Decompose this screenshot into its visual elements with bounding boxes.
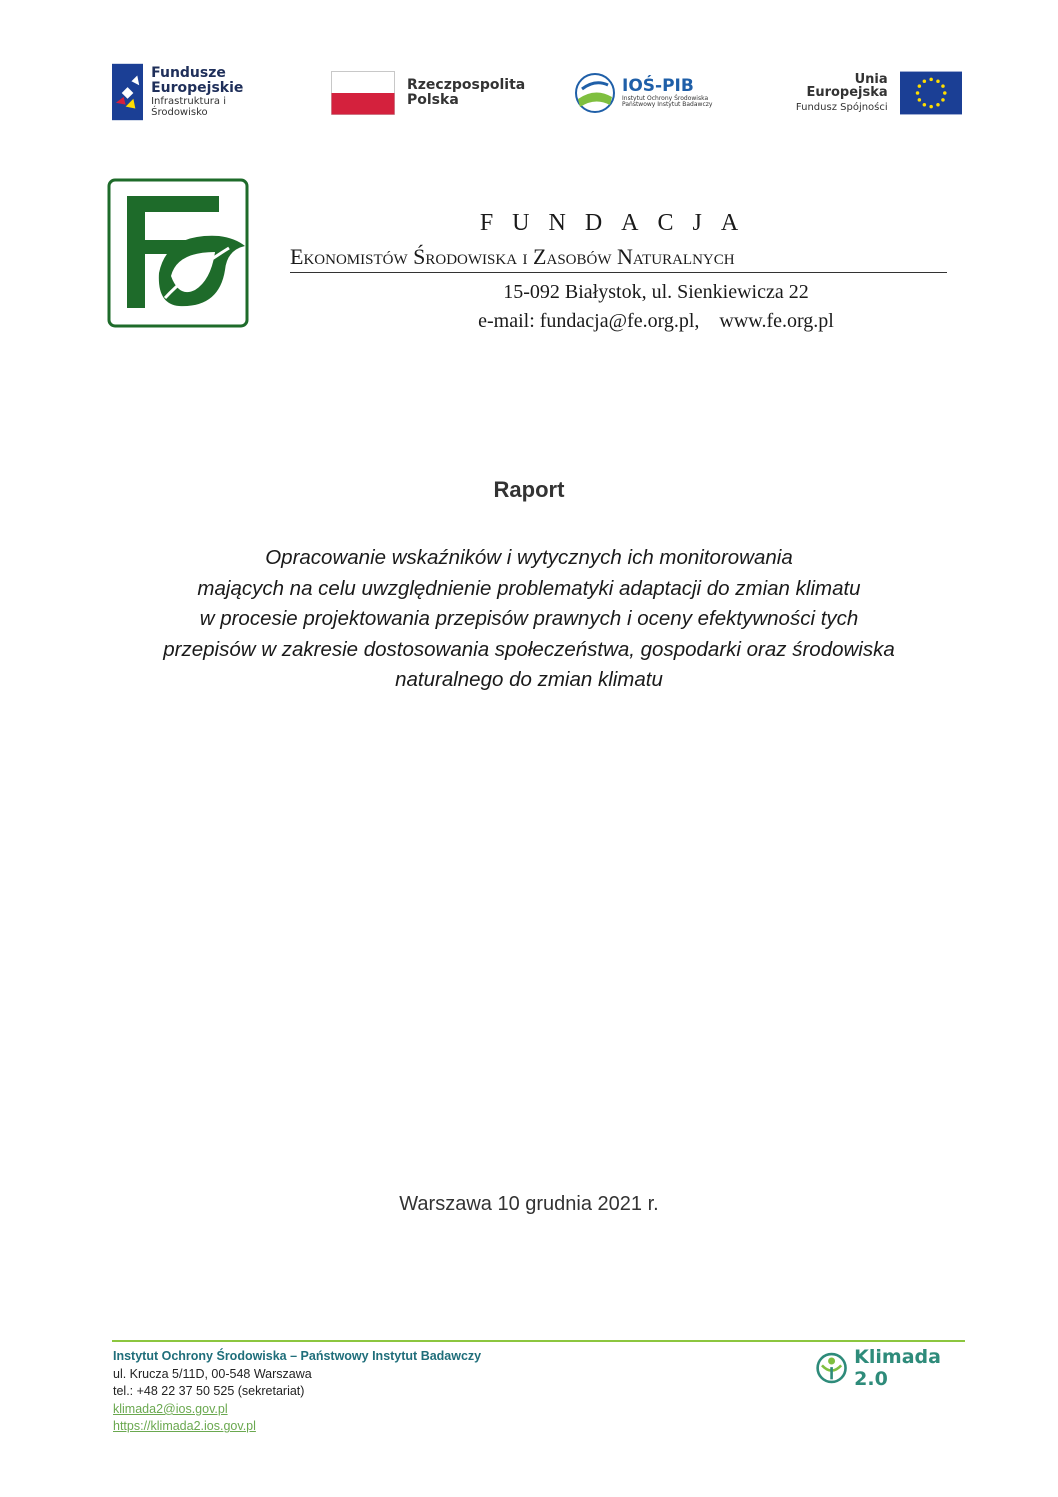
eu-star-icon: [929, 105, 933, 109]
eu-star-icon: [941, 98, 945, 102]
eu-star-icon: [941, 84, 945, 88]
subtitle-cap-4: Z: [533, 244, 547, 269]
footer-contact: [113, 1348, 673, 1436]
ios-line1: Instytut Ochrony Środowiska: [622, 94, 709, 102]
fundusze-europejskie-flag-icon: [112, 63, 143, 121]
report-title-line: w procesie projektowania przepisów prawnych i oceny efektywności tych: [199, 607, 859, 630]
pl-line2: Polska: [407, 92, 459, 108]
ios-pib-logo: [574, 70, 724, 116]
klimada-name: Klimada 2.0: [854, 1346, 941, 1390]
report-title-line: Opracowanie wskaźników i wytycznych ich monitorowania: [265, 546, 793, 569]
eu-star-icon: [922, 79, 926, 83]
eu-star-icon: [936, 79, 940, 83]
klimada-person-icon: [815, 1349, 848, 1387]
ue-line2: Fundusz Spójności: [795, 101, 888, 113]
footer-divider: [112, 1340, 965, 1342]
subtitle-word-3: i: [522, 244, 528, 269]
eu-flag-icon: [900, 71, 962, 115]
subtitle-cap-2: Ś: [413, 244, 426, 269]
footer-phone: tel.: +48 22 37 50 525 (sekretariat): [113, 1384, 305, 1399]
ios-globe-icon: [574, 71, 616, 115]
eu-star-icon: [936, 103, 940, 107]
klimada-logo: [815, 1348, 965, 1388]
foundation-subtitle: [290, 244, 947, 273]
fe-line1: Fundusze: [151, 64, 226, 81]
eu-star-icon: [917, 98, 921, 102]
eu-star-icon: [915, 91, 919, 95]
footer-website-link[interactable]: https://klimada2.ios.gov.pl: [113, 1419, 256, 1434]
footer-institute: Instytut Ochrony Środowiska – Państwowy Instytut Badawczy: [113, 1349, 482, 1363]
eu-star-icon: [929, 78, 933, 82]
eu-star-icon: [943, 91, 947, 95]
ue-line1: Unia Europejska: [806, 71, 888, 101]
pl-line1: Rzeczpospolita: [407, 77, 526, 94]
eu-star-icon: [917, 84, 921, 88]
report-title-line: mających na celu uwzględnienie problematyki adaptacji do zmian klimatu: [197, 576, 861, 600]
eu-star-icon: [922, 103, 926, 107]
fe-foundation-logo: [107, 178, 249, 328]
report-title-line: przepisów w zakresie dostosowania społeczeństwa, gospodarki oraz środowiska: [163, 637, 895, 661]
rzeczpospolita-polska-logo: [331, 70, 531, 116]
subtitle-cap-1: E: [290, 244, 304, 269]
subtitle-word-4: asobów: [546, 244, 612, 269]
subtitle-word-2: rodowiska: [425, 244, 518, 269]
fe-line3: Infrastruktura i Środowisko: [151, 96, 226, 118]
footer-address: ul. Krucza 5/11D, 00-548 Warszawa: [113, 1366, 312, 1381]
report-label: Raport: [493, 477, 565, 502]
fe-line2: Europejskie: [151, 79, 244, 96]
fundusze-europejskie-logo: [112, 62, 282, 122]
ios-line2: Państwowy Instytut Badawczy: [622, 100, 713, 108]
ios-name: IOŚ-PIB: [622, 75, 694, 96]
foundation-address: 15-092 Białystok, ul. Sienkiewicza 22: [503, 281, 809, 303]
foundation-title: FUNDACJA: [479, 210, 758, 236]
unia-europejska-logo: [772, 70, 962, 116]
report-date: Warszawa 10 grudnia 2021 r.: [399, 1193, 659, 1215]
foundation-contact: e-mail: fundacja@fe.org.pl, www.fe.org.pl: [478, 310, 834, 332]
subtitle-word-5: aturalnych: [632, 244, 735, 269]
subtitle-word-1: konomistów: [303, 244, 408, 269]
polish-flag-icon: [331, 71, 395, 115]
subtitle-cap-5: N: [617, 244, 633, 269]
report-title: [100, 543, 958, 696]
report-title-line: naturalnego do zmian klimatu: [395, 668, 663, 691]
footer-email-link[interactable]: klimada2@ios.gov.pl: [113, 1401, 228, 1416]
